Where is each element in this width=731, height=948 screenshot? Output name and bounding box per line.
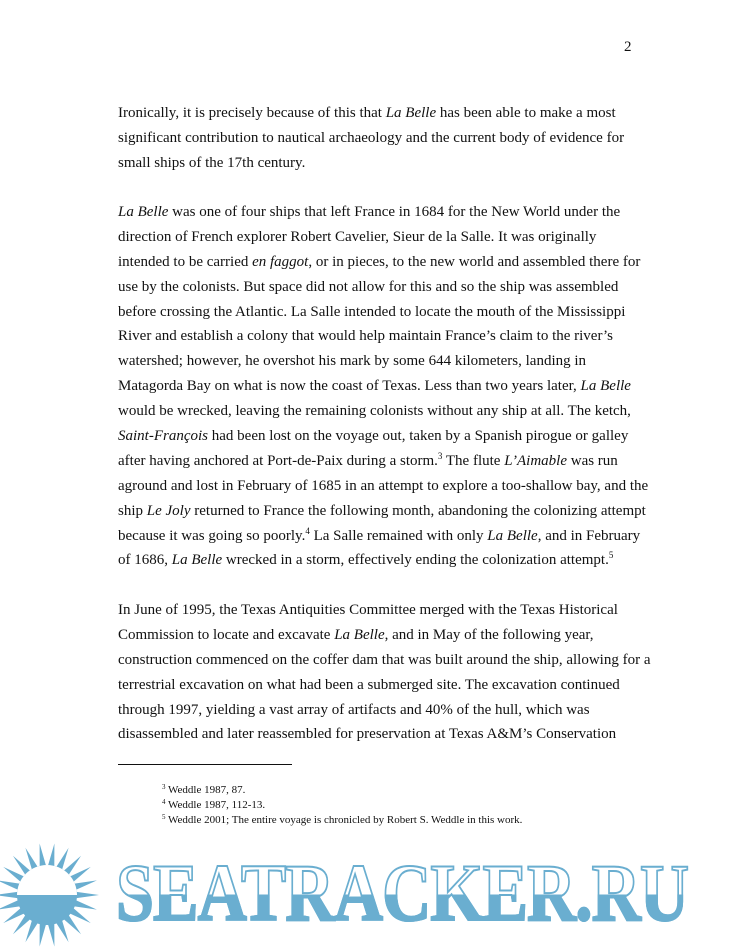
text-segment: , and in February — [537, 527, 641, 544]
text-segment: wrecked in a storm, effectively ending the colonization attempt. — [222, 552, 609, 569]
text-segment: In June of 1995, the Texas Antiquities Committee merged with the Texas Historical — [118, 602, 618, 618]
text-segment: was run — [566, 452, 618, 469]
watermark — [0, 838, 731, 948]
text-segment: use by the colonists. But space did not allow for this and so the ship was assembled — [118, 278, 619, 295]
italic-text: La Belle — [171, 552, 223, 569]
italic-text: La Belle — [334, 626, 385, 643]
footnote-text: Weddle 1987, 87. — [165, 784, 246, 796]
footnote-number: 5 — [162, 813, 166, 821]
text-segment: small ships of the 17th century. — [118, 154, 306, 171]
text-line — [118, 548, 648, 573]
text-line — [118, 499, 648, 524]
italic-text: Saint-François — [118, 428, 208, 445]
text-segment: watershed; however, he overshot his mark by some 644 kilometers, landing in — [118, 353, 587, 370]
text-segment: because it was going so poorly. — [118, 527, 306, 544]
footnote — [162, 813, 522, 828]
text-line — [118, 324, 648, 349]
text-segment: Ironically, it is precisely because of this that — [118, 105, 386, 121]
text-line — [118, 349, 648, 374]
footnotes — [162, 783, 522, 828]
footnote-number: 4 — [162, 798, 166, 806]
text-line — [118, 399, 648, 424]
text-segment: has been able to make a most — [436, 105, 616, 121]
italic-text: La Belle — [118, 204, 169, 220]
paragraph-2 — [118, 200, 648, 573]
text-line — [118, 524, 648, 549]
text-line — [118, 698, 651, 723]
footnote-ref[interactable]: 5 — [608, 550, 614, 561]
text-segment: Matagorda Bay on what is now the coast of Texas. Less than two years later, — [118, 378, 581, 395]
page-number: 2 — [624, 39, 632, 55]
footnote-ref[interactable]: 3 — [437, 450, 443, 461]
text-segment: intended to be carried — [118, 253, 253, 270]
paragraph-3 — [118, 598, 651, 747]
text-segment: was one of four ships that left France in 1684 for the New World under the — [168, 204, 621, 220]
text-segment: terrestrial excavation on what had been a submerged site. The excavation continued — [118, 676, 620, 693]
text-segment: returned to France the following month, abandoning the colonizing attempt — [190, 502, 646, 519]
text-segment: disassembled and later reassembled for preservation at Texas A&M’s Conservation — [118, 726, 617, 743]
sun-ray — [75, 892, 99, 899]
text-segment: Commission to locate and excavate — [118, 626, 335, 643]
text-line — [118, 275, 648, 300]
footnote-number: 3 — [162, 783, 166, 791]
text-segment: before crossing the Atlantic. La Salle intended to locate the mouth of the Mississippi — [118, 303, 626, 320]
footnote — [162, 783, 522, 798]
text-segment: direction of French explorer Robert Cavelier, Sieur de la Salle. It was originally — [118, 228, 597, 245]
text-segment: would be wrecked, leaving the remaining colonists without any ship at all. The ketch, — [118, 403, 631, 420]
text-line — [118, 474, 648, 499]
text-line — [118, 598, 651, 623]
text-line — [118, 300, 648, 325]
footnote-separator — [118, 764, 292, 765]
text-segment: of 1686, — [118, 552, 172, 569]
sun-ray — [40, 922, 47, 946]
sun-ray — [48, 922, 55, 946]
footnote-text: Weddle 1987, 112-13. — [165, 799, 266, 811]
italic-text: La Belle — [385, 105, 437, 121]
footnote-text: Weddle 2001; The entire voyage is chronicled by Robert S. Weddle in this work. — [165, 814, 523, 826]
italic-text: en faggot — [252, 253, 309, 270]
text-segment: River and establish a colony that would help maintain France’s claim to the river’s — [118, 328, 614, 345]
text-line — [118, 374, 648, 399]
watermark-text: SEATRACKER.RU — [116, 847, 689, 938]
sun-icon — [0, 838, 105, 948]
text-line — [118, 623, 651, 648]
text-segment: The flute — [442, 452, 505, 469]
text-line — [118, 424, 648, 449]
sun-ray — [48, 844, 55, 868]
text-segment: significant contribution to nautical archaeology and the current body of evidence for — [118, 129, 625, 146]
footnote-ref[interactable]: 4 — [305, 525, 310, 536]
text-segment: after having anchored at Port-de-Paix during a storm. — [118, 452, 438, 469]
italic-text: La Belle — [580, 378, 631, 395]
text-line — [118, 101, 624, 126]
text-segment: construction commenced on the coffer dam that was built around the ship, allowing for a — [118, 651, 651, 668]
text-segment: , or in pieces, to the new world and assembled there for — [308, 253, 641, 270]
text-line — [118, 151, 624, 176]
text-segment: La Salle remained with only — [309, 527, 488, 544]
text-segment: had been lost on the voyage out, taken by a Spanish pirogue or galley — [208, 428, 629, 445]
italic-text: L’Aimable — [504, 452, 567, 469]
text-segment: through 1997, yielding a vast array of artifacts and 40% of the hull, which was — [118, 701, 590, 718]
text-line — [118, 648, 651, 673]
text-line — [118, 225, 648, 250]
text-segment: ship — [118, 502, 147, 519]
text-segment: aground and lost in February of 1685 in an attempt to explore a too-shallow bay, and the — [118, 477, 649, 494]
text-line — [118, 722, 651, 747]
paragraph-1 — [118, 101, 624, 176]
sun-ray — [40, 844, 47, 868]
text-line — [118, 673, 651, 698]
text-line — [118, 126, 624, 151]
text-line — [118, 200, 648, 225]
text-line — [118, 449, 648, 474]
footnote — [162, 798, 522, 813]
sun-ray — [0, 892, 19, 899]
text-line — [118, 250, 648, 275]
text-segment: , and in May of the following year, — [384, 626, 594, 643]
italic-text: La Belle — [487, 527, 538, 544]
italic-text: Le Joly — [146, 502, 191, 519]
